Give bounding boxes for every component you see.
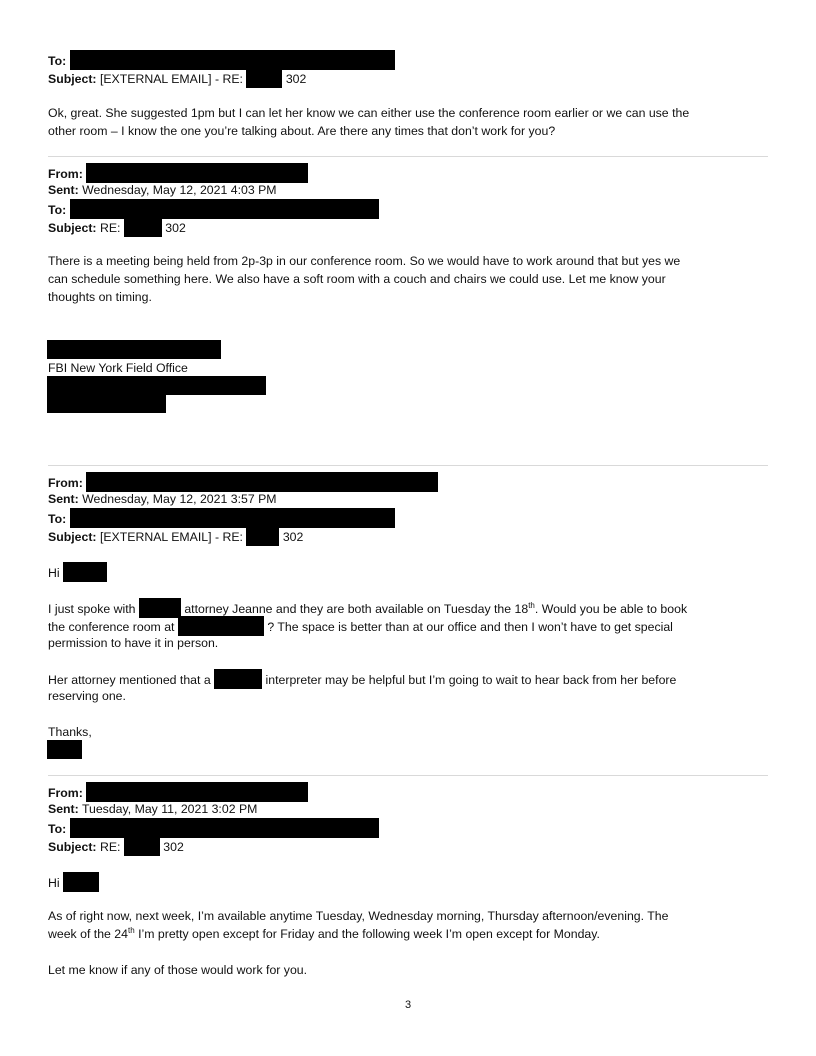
- sent-date: Wednesday, May 12, 2021 3:57 PM: [82, 492, 277, 506]
- subject-prefix: RE:: [99, 221, 121, 235]
- email3-to-line: [48, 508, 395, 528]
- ordinal-suffix: th: [528, 601, 535, 610]
- email2-body-line: can schedule something here. We also have a soft room with a couch and chairs we could use. Let me know your: [48, 272, 666, 286]
- sent-label: Sent:: [48, 183, 79, 197]
- redaction-box: [70, 818, 379, 838]
- redaction-box: [63, 872, 99, 892]
- subject-suffix: 302: [163, 840, 184, 854]
- email3-closing: Thanks,: [48, 725, 92, 739]
- sent-date: Wednesday, May 12, 2021 4:03 PM: [82, 183, 277, 197]
- body-text: Her attorney mentioned that a: [48, 673, 211, 687]
- from-label: From:: [48, 476, 83, 490]
- email2-subject-line: [48, 217, 186, 237]
- redaction-box: [47, 376, 266, 395]
- redaction-box: [63, 562, 107, 582]
- redaction-box: [246, 68, 282, 88]
- body-text: I just spoke with: [48, 602, 136, 616]
- email3-body-line: [48, 616, 673, 636]
- redaction-box: [86, 782, 308, 802]
- sent-label: Sent:: [48, 492, 79, 506]
- body-text: ? The space is better than at our office and then I won’t have to get special: [267, 620, 673, 634]
- body-text: interpreter may be helpful but I’m going to wait to hear back from her before: [265, 673, 677, 687]
- email2-from-line: [48, 163, 308, 183]
- email3-body-line: reserving one.: [48, 689, 126, 703]
- redaction-box: [47, 395, 166, 413]
- to-label: To:: [48, 822, 67, 836]
- body-text: week of the 24: [48, 927, 128, 941]
- email4-body-line: [48, 925, 600, 943]
- from-label: From:: [48, 786, 83, 800]
- email1-body-line: other room – I know the one you’re talking about. Are there any times that don’t work for you?: [48, 124, 556, 138]
- email1-body-line: Ok, great. She suggested 1pm but I can let her know we can either use the conference room earlier or we can use the: [48, 106, 690, 120]
- email4-greeting: [48, 872, 99, 892]
- redaction-box: [70, 508, 395, 528]
- redaction-box: [178, 616, 264, 636]
- subject-prefix: [EXTERNAL EMAIL] - RE:: [99, 72, 243, 86]
- redaction-box: [124, 836, 160, 856]
- email3-subject-line: [48, 526, 303, 546]
- subject-suffix: 302: [282, 530, 304, 544]
- email3-greeting: [48, 562, 107, 582]
- email2-body-line: thoughts on timing.: [48, 290, 152, 304]
- email3-body-line: [48, 669, 676, 689]
- email3-body-line: permission to have it in person.: [48, 636, 219, 650]
- subject-suffix: 302: [285, 72, 307, 86]
- from-label: From:: [48, 167, 83, 181]
- subject-prefix: RE:: [99, 840, 121, 854]
- to-label: To:: [48, 54, 67, 68]
- email3-sent-line: [48, 490, 277, 508]
- signature-office: FBI New York Field Office: [48, 361, 188, 375]
- body-text: attorney Jeanne and they are both available on Tuesday the 18: [180, 602, 529, 616]
- subject-label: Subject:: [48, 221, 97, 235]
- email1-to-line: [48, 50, 395, 70]
- email3-from-line: [48, 472, 438, 492]
- email3-body-line: [48, 598, 687, 618]
- body-text: . Would you be able to book: [534, 602, 688, 616]
- greeting-text: Hi: [48, 566, 60, 580]
- redaction-box: [124, 217, 162, 237]
- sent-label: Sent:: [48, 802, 79, 816]
- email-divider: [48, 156, 768, 157]
- redaction-box: [70, 50, 395, 70]
- to-label: To:: [48, 203, 67, 217]
- redaction-box: [47, 340, 221, 359]
- email4-sent-line: [48, 800, 257, 818]
- redaction-box: [70, 199, 379, 219]
- to-label: To:: [48, 512, 67, 526]
- email2-sent-line: [48, 181, 277, 199]
- email2-body-line: There is a meeting being held from 2p-3p in our conference room. So we would have to work around that but yes we: [48, 254, 681, 268]
- subject-label: Subject:: [48, 840, 97, 854]
- email4-subject-line: [48, 836, 184, 856]
- email4-body-line: Let me know if any of those would work for you.: [48, 963, 308, 977]
- email4-body-line: As of right now, next week, I’m available anytime Tuesday, Wednesday morning, Thursday afternoon/evening. The: [48, 909, 669, 923]
- subject-label: Subject:: [48, 530, 97, 544]
- redaction-box: [214, 669, 262, 689]
- redaction-box: [47, 740, 82, 759]
- email2-to-line: [48, 199, 379, 219]
- redaction-box: [86, 163, 308, 183]
- subject-label: Subject:: [48, 72, 97, 86]
- email1-subject-line: [48, 68, 306, 88]
- redaction-box: [139, 598, 181, 618]
- redaction-box: [86, 472, 438, 492]
- subject-suffix: 302: [165, 221, 186, 235]
- greeting-text: Hi: [48, 876, 60, 890]
- sent-date: Tuesday, May 11, 2021 3:02 PM: [81, 802, 258, 816]
- email4-to-line: [48, 818, 379, 838]
- email-divider: [48, 465, 768, 466]
- subject-prefix: [EXTERNAL EMAIL] - RE:: [99, 530, 243, 544]
- ordinal-suffix: th: [127, 926, 135, 935]
- page-number: 3: [404, 999, 412, 1011]
- body-text: the conference room at: [48, 620, 175, 634]
- redaction-box: [246, 526, 279, 546]
- body-text: I’m pretty open except for Friday and the following week I’m open except for Monday.: [134, 927, 600, 941]
- email-divider: [48, 775, 768, 776]
- email4-from-line: [48, 782, 308, 802]
